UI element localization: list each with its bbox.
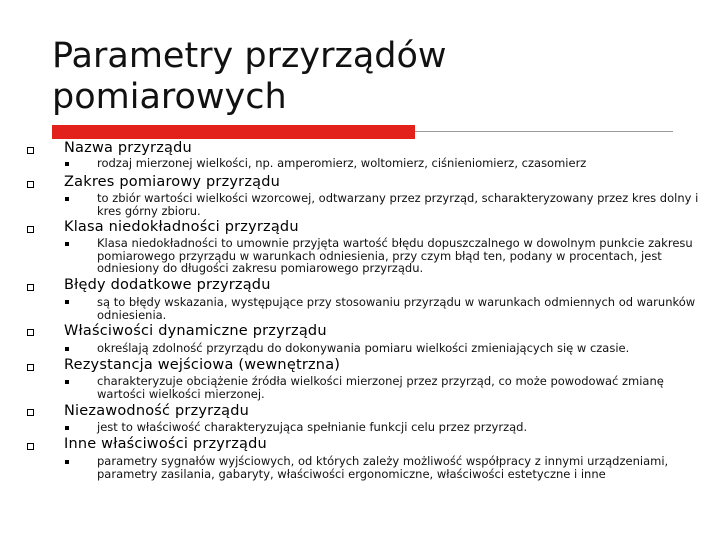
square-bullet-icon [27, 226, 34, 233]
heading-input-resistance: Rezystancja wejściowa (wewnętrzna) [64, 357, 341, 373]
heading-other-properties: Inne właściwości przyrządu [64, 436, 267, 452]
heading-dynamic-properties: Właściwości dynamiczne przyrządu [64, 323, 327, 339]
heading-accuracy-class: Klasa niedokładności przyrządu [64, 219, 299, 235]
small-bullet-icon [65, 380, 69, 384]
heading-measurement-range: Zakres pomiarowy przyrządu [64, 174, 281, 190]
small-bullet-icon [65, 426, 69, 430]
square-bullet-icon [27, 409, 34, 416]
detail-measurement-range: to zbiór wartości wielkości wzorcowej, odtwarzany przez przyrząd, scharakteryzowany przez kres dolny i kres górny zbioru. [97, 191, 699, 218]
detail-dynamic-properties: określają zdolność przyrządu do dokonywania pomiaru wielkości zmieniających się w czasie. [97, 341, 630, 355]
square-bullet-icon [27, 329, 34, 336]
heading-reliability: Niezawodność przyrządu [64, 403, 250, 419]
small-bullet-icon [65, 162, 69, 166]
detail-other-properties: parametry sygnałów wyjściowych, od których zależy możliwość współpracy z innymi urządzeniami, parametry zasilania, gabaryty, właściwości ergonomiczne, właściwości estetyczne i inne [97, 454, 669, 481]
square-bullet-icon [27, 181, 34, 188]
detail-additional-errors: są to błędy wskazania, występujące przy stosowaniu przyrządu w warunkach odmiennych od warunków odniesienia. [97, 295, 696, 322]
detail-instrument-name: rodzaj mierzonej wielkości, np. amperomierz, woltomierz, ciśnieniomierz, czasomierz [97, 156, 587, 170]
slide-title-line-2: pomiarowych [52, 77, 287, 117]
square-bullet-icon [27, 443, 34, 450]
detail-accuracy-class: Klasa niedokładności to umownie przyjęta wartość błędu dopuszczalnego w dowolnym punkcie zakresu pomiarowego przyrządu w warunkach odniesienia, przy czym błąd ten, podany w procentach, jest odniesiony do długości zakresu pomiarowego przyrządu. [97, 236, 693, 275]
small-bullet-icon [65, 460, 69, 464]
detail-reliability: jest to właściwość charakteryzująca spełnianie funkcji celu przez przyrząd. [97, 420, 528, 434]
small-bullet-icon [65, 197, 69, 201]
detail-input-resistance: charakteryzuje obciążenie źródła wielkości mierzonej przez przyrząd, co może powodować zmianę wartości wielkości mierzonej. [97, 374, 664, 401]
slide-title-line-1: Parametry przyrządów [52, 36, 447, 76]
square-bullet-icon [27, 364, 34, 371]
square-bullet-icon [27, 147, 34, 154]
heading-instrument-name: Nazwa przyrządu [64, 140, 192, 156]
small-bullet-icon [65, 242, 69, 246]
small-bullet-icon [65, 300, 69, 304]
heading-additional-errors: Błędy dodatkowe przyrządu [64, 277, 271, 293]
small-bullet-icon [65, 347, 69, 351]
square-bullet-icon [27, 284, 34, 291]
